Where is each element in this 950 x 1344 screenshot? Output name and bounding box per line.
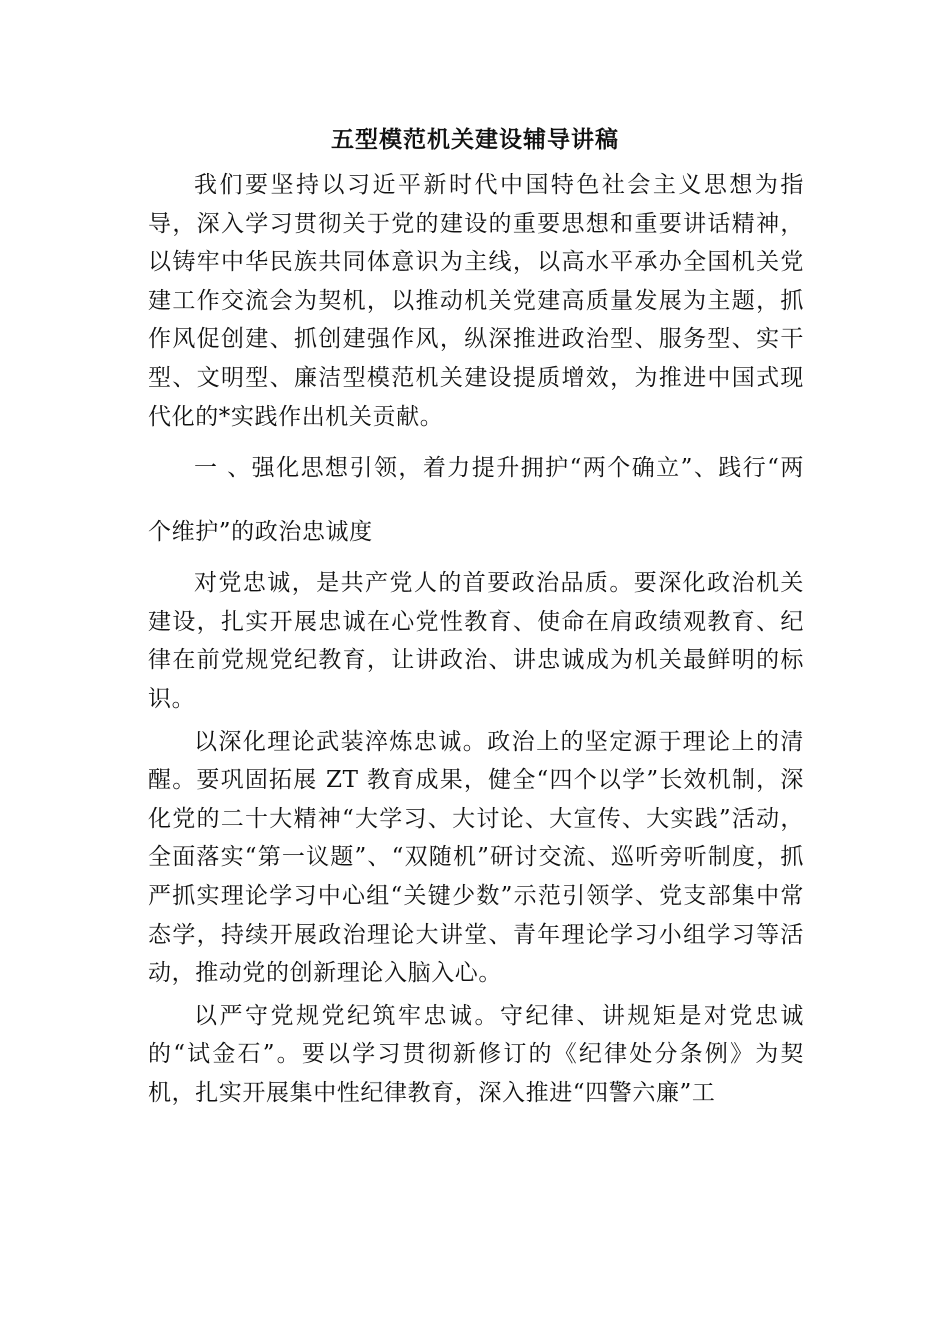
body-paragraph: 以严守党规党纪筑牢忠诚。守纪律、讲规矩是对党忠诚的“试金石”。要以学习贯彻新修订的《纪律处分条例》为契机，扎实开展集中性纪律教育，深入推进“四警六廉”工 [148,1002,804,1106]
intro-paragraph: 我们要坚持以习近平新时代中国特色社会主义思想为指导，深入学习贯彻关于党的建设的重要思想和重要讲话精神，以铸牢中华民族共同体意识为主线，以高水平承办全国机关党建工作交流会为契机，以推动机关党建高质量发展为主题，抓作风促创建、抓创建强作风，纵深推进政治型、服务型、实干型、文明型、廉洁型模范机关建设提质增效，为推进中国式现代化的*实践作出机关贡献。 [148,172,804,430]
body-paragraph: 以深化理论武装淬炼忠诚。政治上的坚定源于理论上的清醒。要巩固拓展 ZT 教育成果，健全“四个以学”长效机制，深化党的二十大精神“大学习、大讨论、大宣传、大实践”活动，全面落实“第一议题”、“双随机”研讨交流、巡听旁听制度，抓严抓实理论学习中心组“关键少数”示范引领学、党支部集中常态学，持续开展政治理论大讲堂、青年理论学习小组学习等活动，推动党的创新理论入脑入心。 [148,728,804,987]
section-heading-1: 一 、强化思想引领，着力提升拥护“两个确立”、践行“两个维护”的政治忠诚度 [148,455,804,546]
body-paragraph: 对党忠诚，是共产党人的首要政治品质。要深化政治机关建设，扎实开展忠诚在心党性教育、使命在肩政绩观教育、纪律在前党规党纪教育，让讲政治、讲忠诚成为机关最鲜明的标识。 [148,570,804,712]
document-title: 五型模范机关建设辅导讲稿 [331,126,619,153]
document-body [148,166,804,1112]
